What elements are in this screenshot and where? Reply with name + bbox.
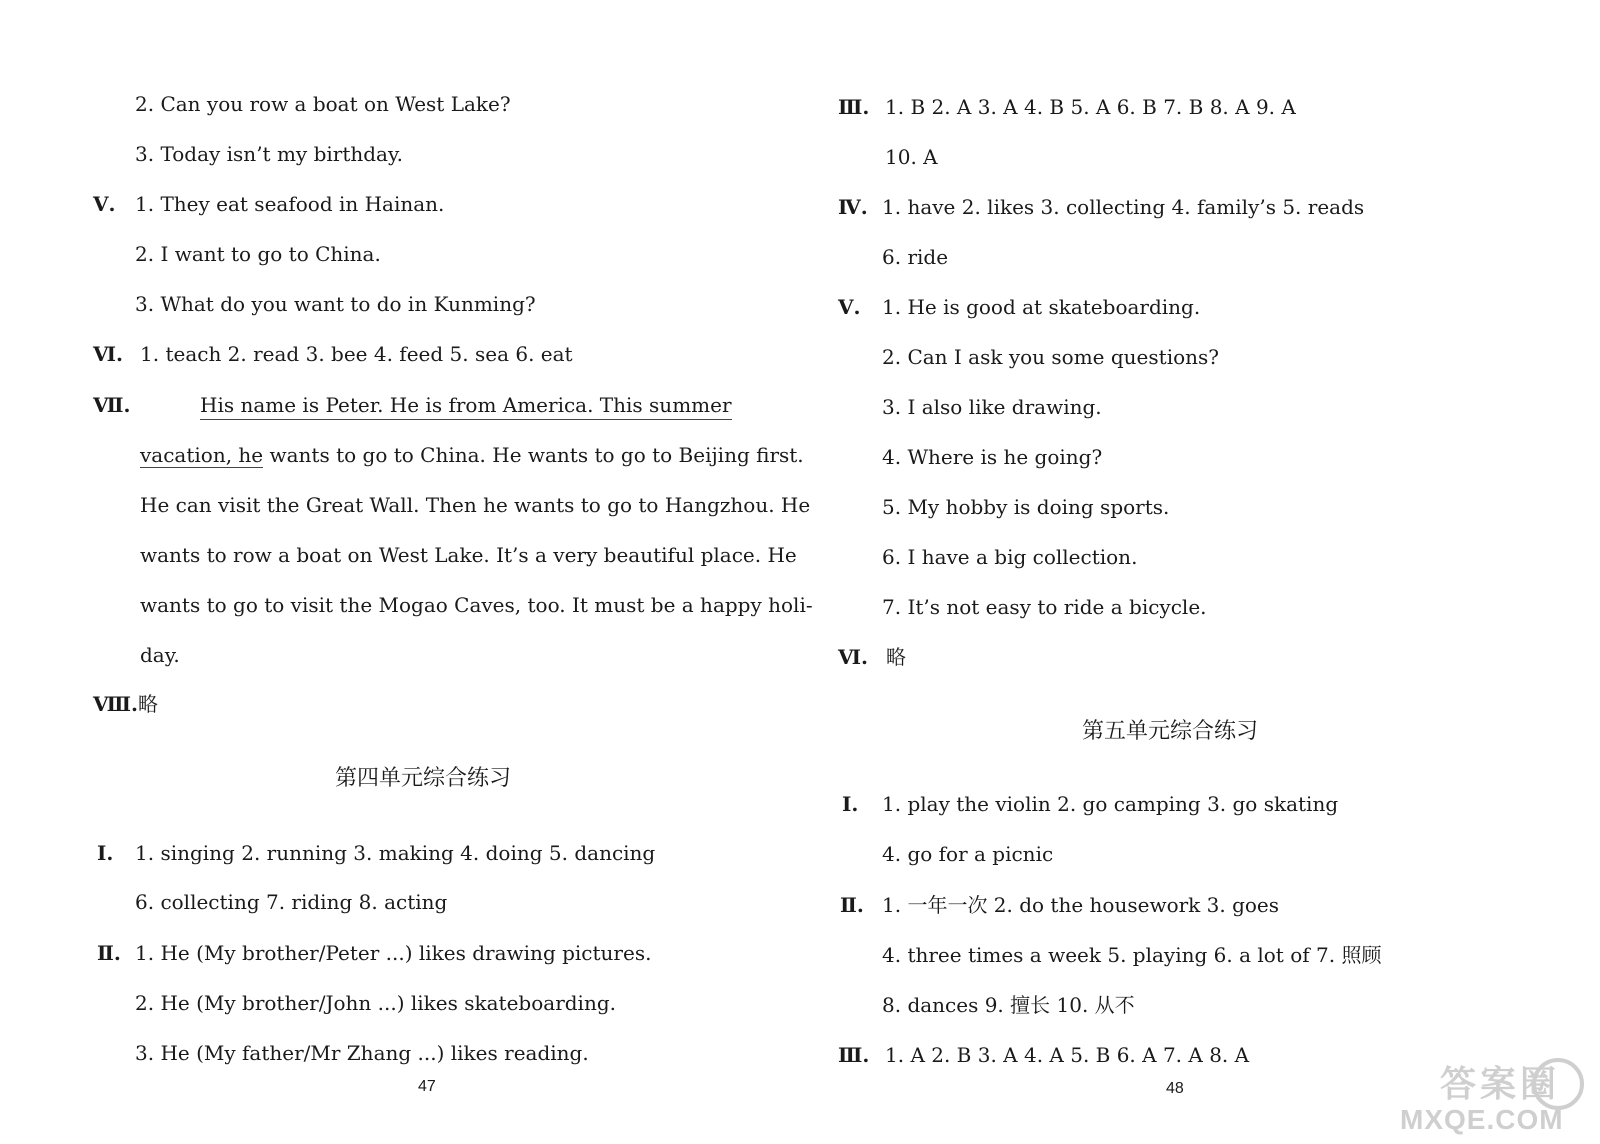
answer-line: 7. It’s not easy to ride a bicycle.	[882, 595, 1207, 619]
section-numeral: Ⅱ.	[97, 941, 121, 965]
answer-line: 2. Can I ask you some questions?	[882, 345, 1219, 369]
answer-line: 1. have 2. likes 3. collecting 4. family’s 5. reads	[882, 195, 1365, 219]
answer-line: 1. teach 2. read 3. bee 4. feed 5. sea 6. eat	[140, 342, 573, 366]
answer-line: 2. Can you row a boat on West Lake?	[135, 92, 511, 116]
section-numeral: Ⅷ.	[93, 692, 138, 716]
section-numeral: Ⅲ.	[838, 95, 870, 119]
section-numeral: Ⅰ.	[97, 841, 114, 865]
section-numeral: Ⅴ.	[93, 192, 116, 216]
passage-line: wants to go to visit the Mogao Caves, too. It must be a happy holi-	[140, 593, 813, 617]
section-numeral: Ⅵ.	[838, 645, 868, 669]
section-title: 第四单元综合练习	[335, 766, 512, 791]
section-title: 第五单元综合练习	[1082, 719, 1259, 744]
omitted-answer: 略	[886, 645, 906, 669]
section-numeral: Ⅵ.	[93, 342, 123, 366]
answer-line: 1. A 2. B 3. A 4. A 5. B 6. A 7. A 8. A	[885, 1043, 1250, 1067]
answer-line: 6. ride	[882, 245, 949, 269]
answer-line: 4. Where is he going?	[882, 445, 1103, 469]
passage-text: wants to go to China. He wants to go to Beijing first.	[263, 443, 804, 467]
omitted-answer: 略	[138, 692, 158, 716]
answer-line: 8. dances 9. 擅长 10. 从不	[882, 993, 1135, 1017]
section-numeral: Ⅰ.	[842, 792, 859, 816]
answer-line: 1. B 2. A 3. A 4. B 5. A 6. B 7. B 8. A 9. A	[885, 95, 1296, 119]
answer-line: 10. A	[885, 145, 938, 169]
answer-line: 3. I also like drawing.	[882, 395, 1102, 419]
section-numeral: Ⅴ.	[838, 295, 861, 319]
answer-line: 5. My hobby is doing sports.	[882, 495, 1170, 519]
answer-line: 3. What do you want to do in Kunming?	[135, 292, 536, 316]
answer-line: 1. They eat seafood in Hainan.	[135, 192, 445, 216]
passage-line	[140, 441, 804, 469]
answer-line: 1. play the violin 2. go camping 3. go skating	[882, 792, 1339, 816]
page-number: 48	[1166, 1080, 1184, 1097]
watermark-circle-icon	[1532, 1058, 1584, 1110]
answer-line: 1. singing 2. running 3. making 4. doing 5. dancing	[135, 841, 656, 865]
passage-line: day.	[140, 643, 180, 667]
answer-line: 2. He (My brother/John ...) likes skateboarding.	[135, 991, 616, 1015]
answer-line: 2. I want to go to China.	[135, 242, 381, 266]
section-numeral: Ⅶ.	[93, 393, 131, 417]
answer-line: 3. Today isn’t my birthday.	[135, 142, 403, 166]
answer-line: 4. go for a picnic	[882, 842, 1054, 866]
answer-line: 1. He (My brother/Peter ...) likes drawing pictures.	[135, 941, 652, 965]
answer-line: 1. 一年一次 2. do the housework 3. goes	[882, 893, 1280, 917]
passage-underlined-text: His name is Peter. He is from America. This summer	[200, 391, 732, 420]
site-watermark	[1392, 1056, 1592, 1140]
answer-line: 6. collecting 7. riding 8. acting	[135, 890, 448, 914]
section-numeral: Ⅲ.	[838, 1043, 870, 1067]
watermark-logo-text: 答案圈	[1440, 1063, 1561, 1104]
passage-underlined-text: vacation, he	[140, 443, 264, 467]
watermark-url: MXQE.COM	[1400, 1104, 1564, 1135]
answer-line: 1. He is good at skateboarding.	[882, 295, 1201, 319]
page-number: 47	[418, 1078, 436, 1095]
answer-line: 6. I have a big collection.	[882, 545, 1138, 569]
answer-line: 3. He (My father/Mr Zhang ...) likes reading.	[135, 1041, 589, 1065]
answer-line: 4. three times a week 5. playing 6. a lot of 7. 照顾	[882, 943, 1382, 967]
passage-line: wants to row a boat on West Lake. It’s a very beautiful place. He	[140, 543, 797, 567]
passage-line: He can visit the Great Wall. Then he wants to go to Hangzhou. He	[140, 493, 811, 517]
section-numeral: Ⅳ.	[838, 195, 868, 219]
section-numeral: Ⅱ.	[840, 893, 864, 917]
